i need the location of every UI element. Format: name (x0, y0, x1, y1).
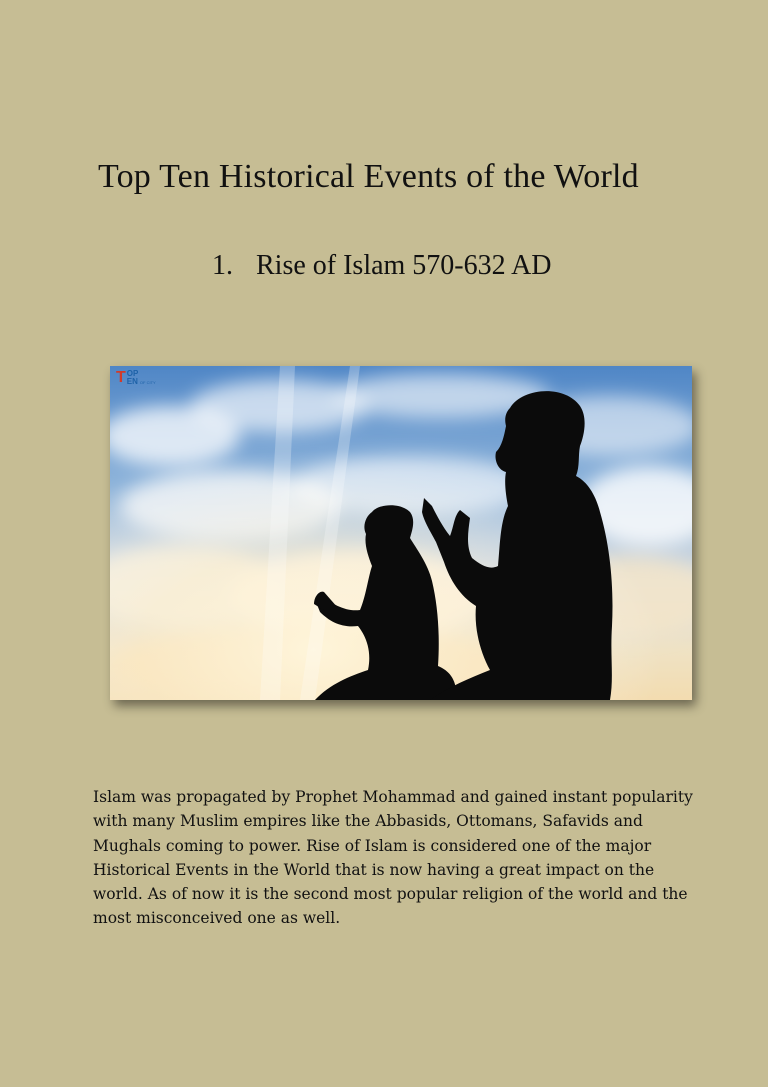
top-ten-of-city-logo: T OP EN OF CITY (116, 369, 156, 386)
section-heading-text: Rise of Islam 570-632 AD (256, 250, 552, 281)
praying-silhouette-photo (110, 366, 692, 700)
section-heading (212, 250, 552, 282)
body-paragraph: Islam was propagated by Prophet Mohammad and gained instant popularity with many Muslim empires like the Abbasids, Ottomans, Safavids and Mughals coming to power. Rise of Islam is considered one of the major Historical Events in the World that is now having a great impact on the world. As of now it is the second most popular religion of the world and the most misconceived one as well. (93, 788, 693, 928)
section-number: 1. (212, 250, 233, 281)
photo-illustration (110, 366, 692, 700)
document-title: Top Ten Historical Events of the World (98, 158, 639, 195)
